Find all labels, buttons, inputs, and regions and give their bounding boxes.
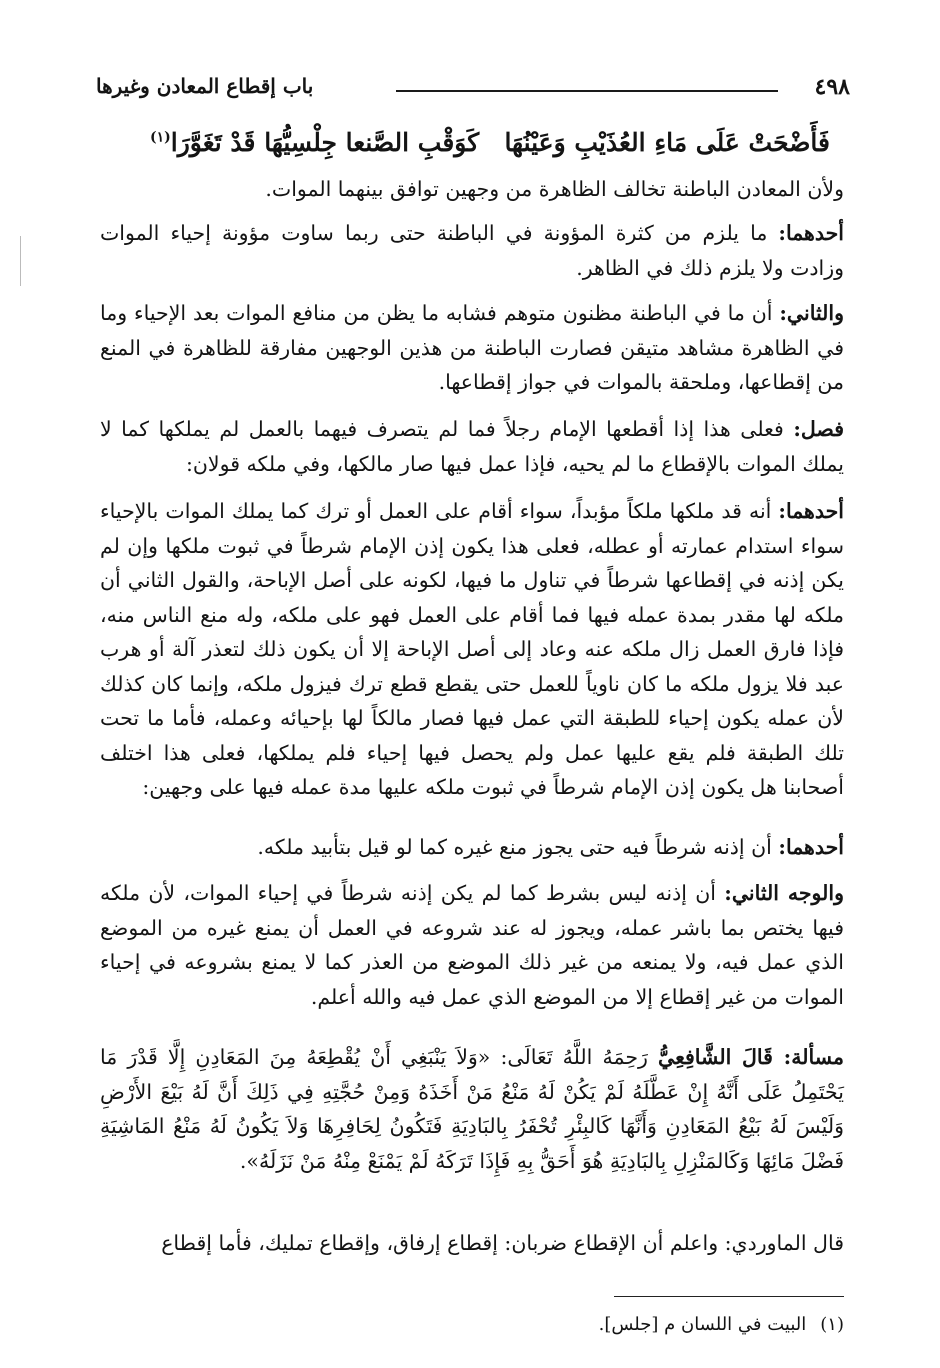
paragraph-text: أن إذنه ليس بشرط كما لم يكن إذنه شرطاً في إحياء الموات، لأن ملكه فيها يختص بما باشر عمله، ويجوز له عند شروعه في العمل أن يمنع غيره من الموضع الذي عمل فيه، ولا يمنعه من غير ذلك الموضع من العذر كما لا يمنع بشروعه في إحياء الموات من غير إقطاع إلا من الموضع الذي عمل فيه والله أعلم. (100, 881, 844, 1009)
section-lead: فصل: (793, 417, 844, 441)
paragraph-text: فعلى هذا إذا أقطعها الإمام رجلاً فما لم يتصرف فيهما بالعمل لم يملكها كما لا يملك الموات بالإقطاع ما لم يحيه، فإذا عمل فيها صار مالكها، وفي ملكه قولان: (100, 417, 844, 476)
verse-first-hemistich: فَأَضْحَتْ عَلَى مَاءِ العُذَيْبِ وَعَيْنُهَا (504, 128, 830, 157)
verse-second-hemistich (150, 128, 479, 157)
running-title: باب إقطاع المعادن وغيرها (96, 74, 314, 98)
quote-text: رَحِمَهُ اللَّهُ تَعَالَى: «وَلاَ يَنْبَغِي أَنْ يُقْطِعَهُ مِنَ المَعَادِنِ إِلَّا قَدْرَ مَا يَحْتَمِلُ عَلَى أَنَّهُ إِنْ عَطَّلَهُ لَمْ يَكُنْ لَهُ مَنْعُ مَنْ أَخَذَهُ وَمِنْ حُجَّتِهِ فِي ذَلِكَ أَنَّ لَهُ بَيْعَ الأَرْضِ وَلَيْسَ لَهُ بَيْعُ المَعَادِنِ وَأَنَّهَا كَالبِئْرِ تُحْفَرُ بِالبَادِيَةِ فَتَكُونُ لِحَافِرِهَا وَلاَ يَكُونُ لَهُ مَنْعُ المَاشِيَةِ فَضْلَ مَائِهَا وَكَالمَنْزِلِ بِالبَادِيَةِ هُوَ أَحَقُّ بِهِ فَإِذَا تَرَكَهُ لَمْ يَمْنَعْ مِنْهُ مَنْ نَزَلَهُ». (100, 1045, 844, 1173)
paragraph-lead: والثاني: (779, 301, 844, 325)
paragraph-first-opinion (100, 494, 844, 805)
footnote-reference: (١) (150, 129, 171, 146)
paragraph-text: قال الماوردي: واعلم أن الإقطاع ضربان: إقطاع إرفاق، وإقطاع تمليك، فأما إقطاع (161, 1231, 844, 1255)
masala-quote (100, 1040, 844, 1178)
paragraph-lead: أحدهما: (778, 221, 844, 245)
paragraph-lead: والوجه الثاني: (724, 881, 844, 905)
poetry-verse (150, 128, 830, 172)
paragraph-second-reason (100, 296, 844, 400)
paragraph-mawardi (100, 1226, 844, 1261)
intro-paragraph (100, 172, 844, 207)
paragraph-first-reason (100, 216, 844, 285)
paragraph-text: أن ما في الباطنة مظنون متوهم فشابه ما يظن من منافع الموات بعد الإحياء وما في الظاهرة مشاهد متيقن فصارت الباطنة من هذين الوجهين مفارقة للظاهرة في المنع من إقطاعها، وملحقة بالموات في جواز إقطاعها. (100, 301, 844, 394)
footnote-text: البيت في اللسان م [جلس]. (598, 1314, 807, 1335)
footnote-separator (614, 1296, 844, 1297)
paragraph-text: أنه قد ملكها ملكاً مؤبداً، سواء أقام على العمل أو ترك كما يملك الموات بالإحياء سواء استدام عمارته أو عطله، فعلى هذا يكون إذن الإمام شرطاً في ثبوت ملكها وإن لم يكن إذنه في إقطاعها شرطاً في تناول ما فيها، لكونه على أصل الإباحة، والقول الثاني أن ملكه لها مقدر بمدة عمله فيها فما أقام على العمل فهو على ملكه، وله منع الناس منه، فإذا فارق العمل زال ملكه عنه وعاد إلى أصل الإباحة إلا أن يكون ذلك لتعذر آلة أو هرب عبد فلا يزول ملكه ما كان ناوياً للعمل حتى يقطع قطع ترك فيزول ملكه، وإنما كان كذلك لأن عمله يكون إحياء للطبقة التي عمل فيها فصار مالكاً لها بإحيائه وعمله، فأما ما تحت تلك الطبقة فلم يقع عليها عمل ولم يحصل فيها إحياء فلم يملكها، فعلى هذا اختلف أصحابنا هل يكون إذن الإمام شرطاً في ثبوت ملكه عليها مدة عمله فيها على وجهين: (100, 499, 844, 799)
header-rule (396, 90, 778, 92)
page-header (96, 74, 850, 104)
masala-lead: مسألة: (783, 1045, 844, 1069)
footnote-number: (١) (820, 1314, 844, 1335)
paragraph-text: أن إذنه شرطاً فيه حتى يجوز منع غيره كما لو قيل بتأبيد ملكه. (257, 835, 779, 859)
paragraph-lead: أحدهما: (778, 499, 844, 523)
scan-gutter-line (20, 236, 21, 286)
paragraph-text: ما يلزم من كثرة المؤونة في الباطنة حتى ربما ساوت مؤونة إحياء الموات وزادت ولا يلزم ذلك في الظاهر. (100, 221, 844, 280)
paragraph-first-aspect (100, 830, 844, 865)
author-name: قَالَ الشَّافِعِيُّ (658, 1045, 784, 1069)
intro-text: ولأن المعادن الباطنة تخالف الظاهرة من وجهين توافق بينهما الموات. (265, 177, 844, 201)
page-number: ٤٩٨ (814, 74, 850, 100)
footnote (100, 1313, 844, 1337)
section-fasl (100, 412, 844, 481)
paragraph-lead: أحدهما: (778, 835, 844, 859)
verse-second-hemistich-text: كَوَقْبِ الصَّنعا جِلْسِيُّهَا قَدْ تَغَوَّرَا (170, 128, 480, 157)
paragraph-second-aspect (100, 876, 844, 1014)
